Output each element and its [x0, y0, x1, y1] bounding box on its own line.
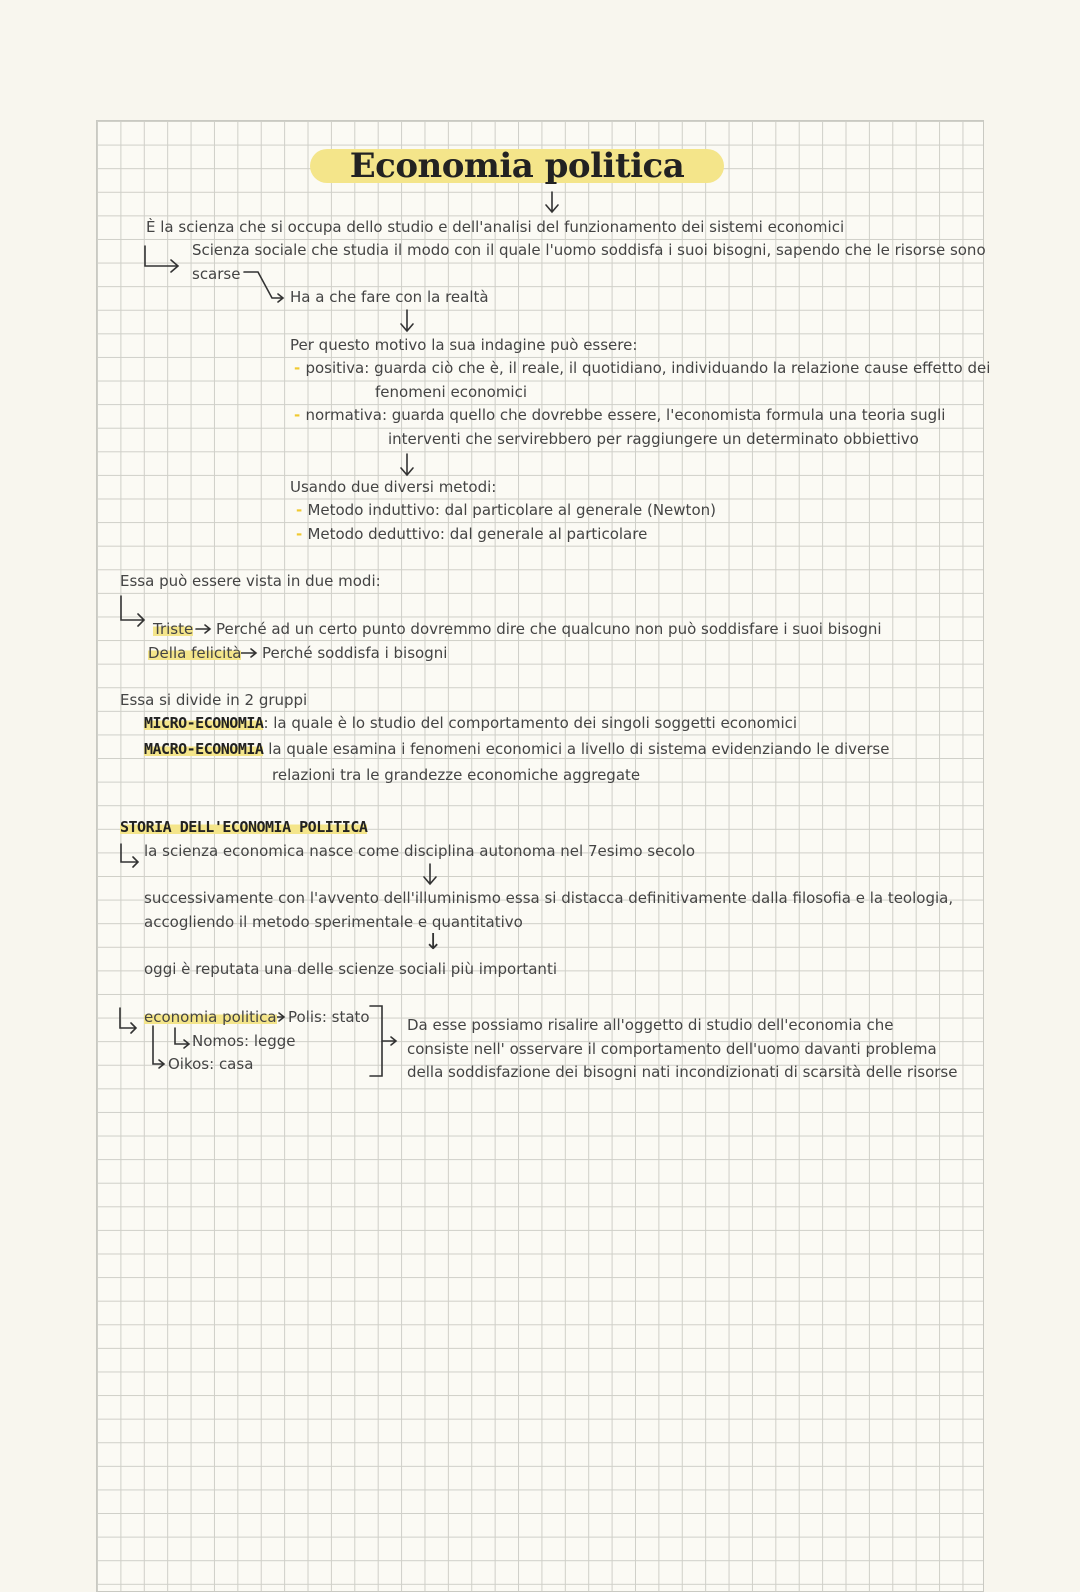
method1-text: Metodo induttivo: dal particolare al generale (Newton) — [307, 501, 716, 519]
happy-view — [148, 643, 241, 663]
method2-text: Metodo deduttivo: dal generale al particolare — [307, 525, 648, 543]
social-science-line2: scarse — [192, 265, 241, 283]
sad-label: Triste — [153, 620, 194, 638]
history-line3: accogliendo il metodo sperimentale e quantitativo — [144, 913, 523, 931]
definition-text: È la scienza che si occupa dello studio e dell'analisi del funzionamento dei sistemi economici — [146, 218, 845, 236]
macro-text-line2: relazioni tra le grandezze economiche aggregate — [272, 766, 641, 784]
nomos-text: Nomos: legge — [192, 1032, 296, 1050]
summary-line2: consiste nell' osservare il comportamento dell'uomo davanti problema — [407, 1040, 937, 1058]
history-line4: oggi è reputata una delle scienze sociali più importanti — [144, 960, 557, 978]
history-line1: la scienza economica nasce come disciplina autonoma nel 7esimo secolo — [144, 842, 696, 860]
dash-bullet: - — [296, 525, 308, 543]
groups-heading: Essa si divide in 2 gruppi — [120, 691, 308, 709]
positive-item — [294, 358, 990, 378]
normative-line2: interventi che servirebbero per raggiungere un determinato obbiettivo — [388, 430, 919, 448]
dash-bullet: - — [296, 501, 308, 519]
polis-text: Polis: stato — [288, 1008, 370, 1026]
micro-text: : la quale è lo studio del comportamento dei singoli soggetti economici — [263, 714, 798, 732]
history-heading-text: STORIA DELL'ECONOMIA POLITICA — [120, 818, 368, 836]
sad-text: Perché ad un certo punto dovremmo dire che qualcuno non può soddisfare i suoi bisogni — [216, 620, 882, 638]
etymology-term — [144, 1007, 277, 1027]
micro-label: MICRO-ECONOMIA — [144, 714, 264, 732]
normative-item — [294, 405, 945, 425]
method-deductive — [296, 524, 647, 544]
history-down-arrow-2: ↓ — [424, 930, 443, 955]
oikos-text: Oikos: casa — [168, 1055, 254, 1073]
summary-line3: della soddisfazione dei bisogni nati incondizionati di scarsità delle risorse — [407, 1063, 958, 1081]
social-science-line1: Scienza sociale che studia il modo con il quale l'uomo soddisfa i suoi bisogni, sapendo che le risorse sono — [192, 241, 986, 259]
macro-text-line1: la quale esamina i fenomeni economici a livello di sistema evidenziando le diverse — [268, 740, 890, 758]
reality-text: Ha a che fare con la realtà — [290, 288, 489, 306]
dash-bullet: - — [294, 406, 306, 424]
positive-line1: positiva: guarda ciò che è, il reale, il quotidiano, individuando la relazione cause effetto dei — [305, 359, 991, 377]
page-title: Economia politica — [349, 146, 685, 186]
normative-line1: normativa: guarda quello che dovrebbe essere, l'economista formula una teoria sugli — [305, 406, 946, 424]
for-this-text: Per questo motivo la sua indagine può essere: — [290, 336, 638, 354]
method-inductive — [296, 500, 716, 520]
history-line2: successivamente con l'avvento dell'illuminismo essa si distacca definitivamente dalla filosofia e la teologia, — [144, 889, 954, 907]
methods-text: Usando due diversi metodi: — [290, 478, 497, 496]
sad-view — [153, 619, 193, 639]
dash-bullet: - — [294, 359, 306, 377]
views-heading: Essa può essere vista in due modi: — [120, 572, 381, 590]
happy-label: Della felicità — [148, 644, 242, 662]
positive-line2: fenomeni economici — [375, 383, 528, 401]
history-heading — [120, 817, 367, 837]
macro-line — [144, 739, 889, 759]
macro-label: MACRO-ECONOMIA — [144, 740, 264, 758]
micro-line — [144, 713, 797, 733]
etymology-term-text: economia politica — [144, 1008, 277, 1026]
happy-text: Perché soddisfa i bisogni — [262, 644, 448, 662]
summary-line1: Da esse possiamo risalire all'oggetto di studio dell'economia che — [407, 1016, 894, 1034]
